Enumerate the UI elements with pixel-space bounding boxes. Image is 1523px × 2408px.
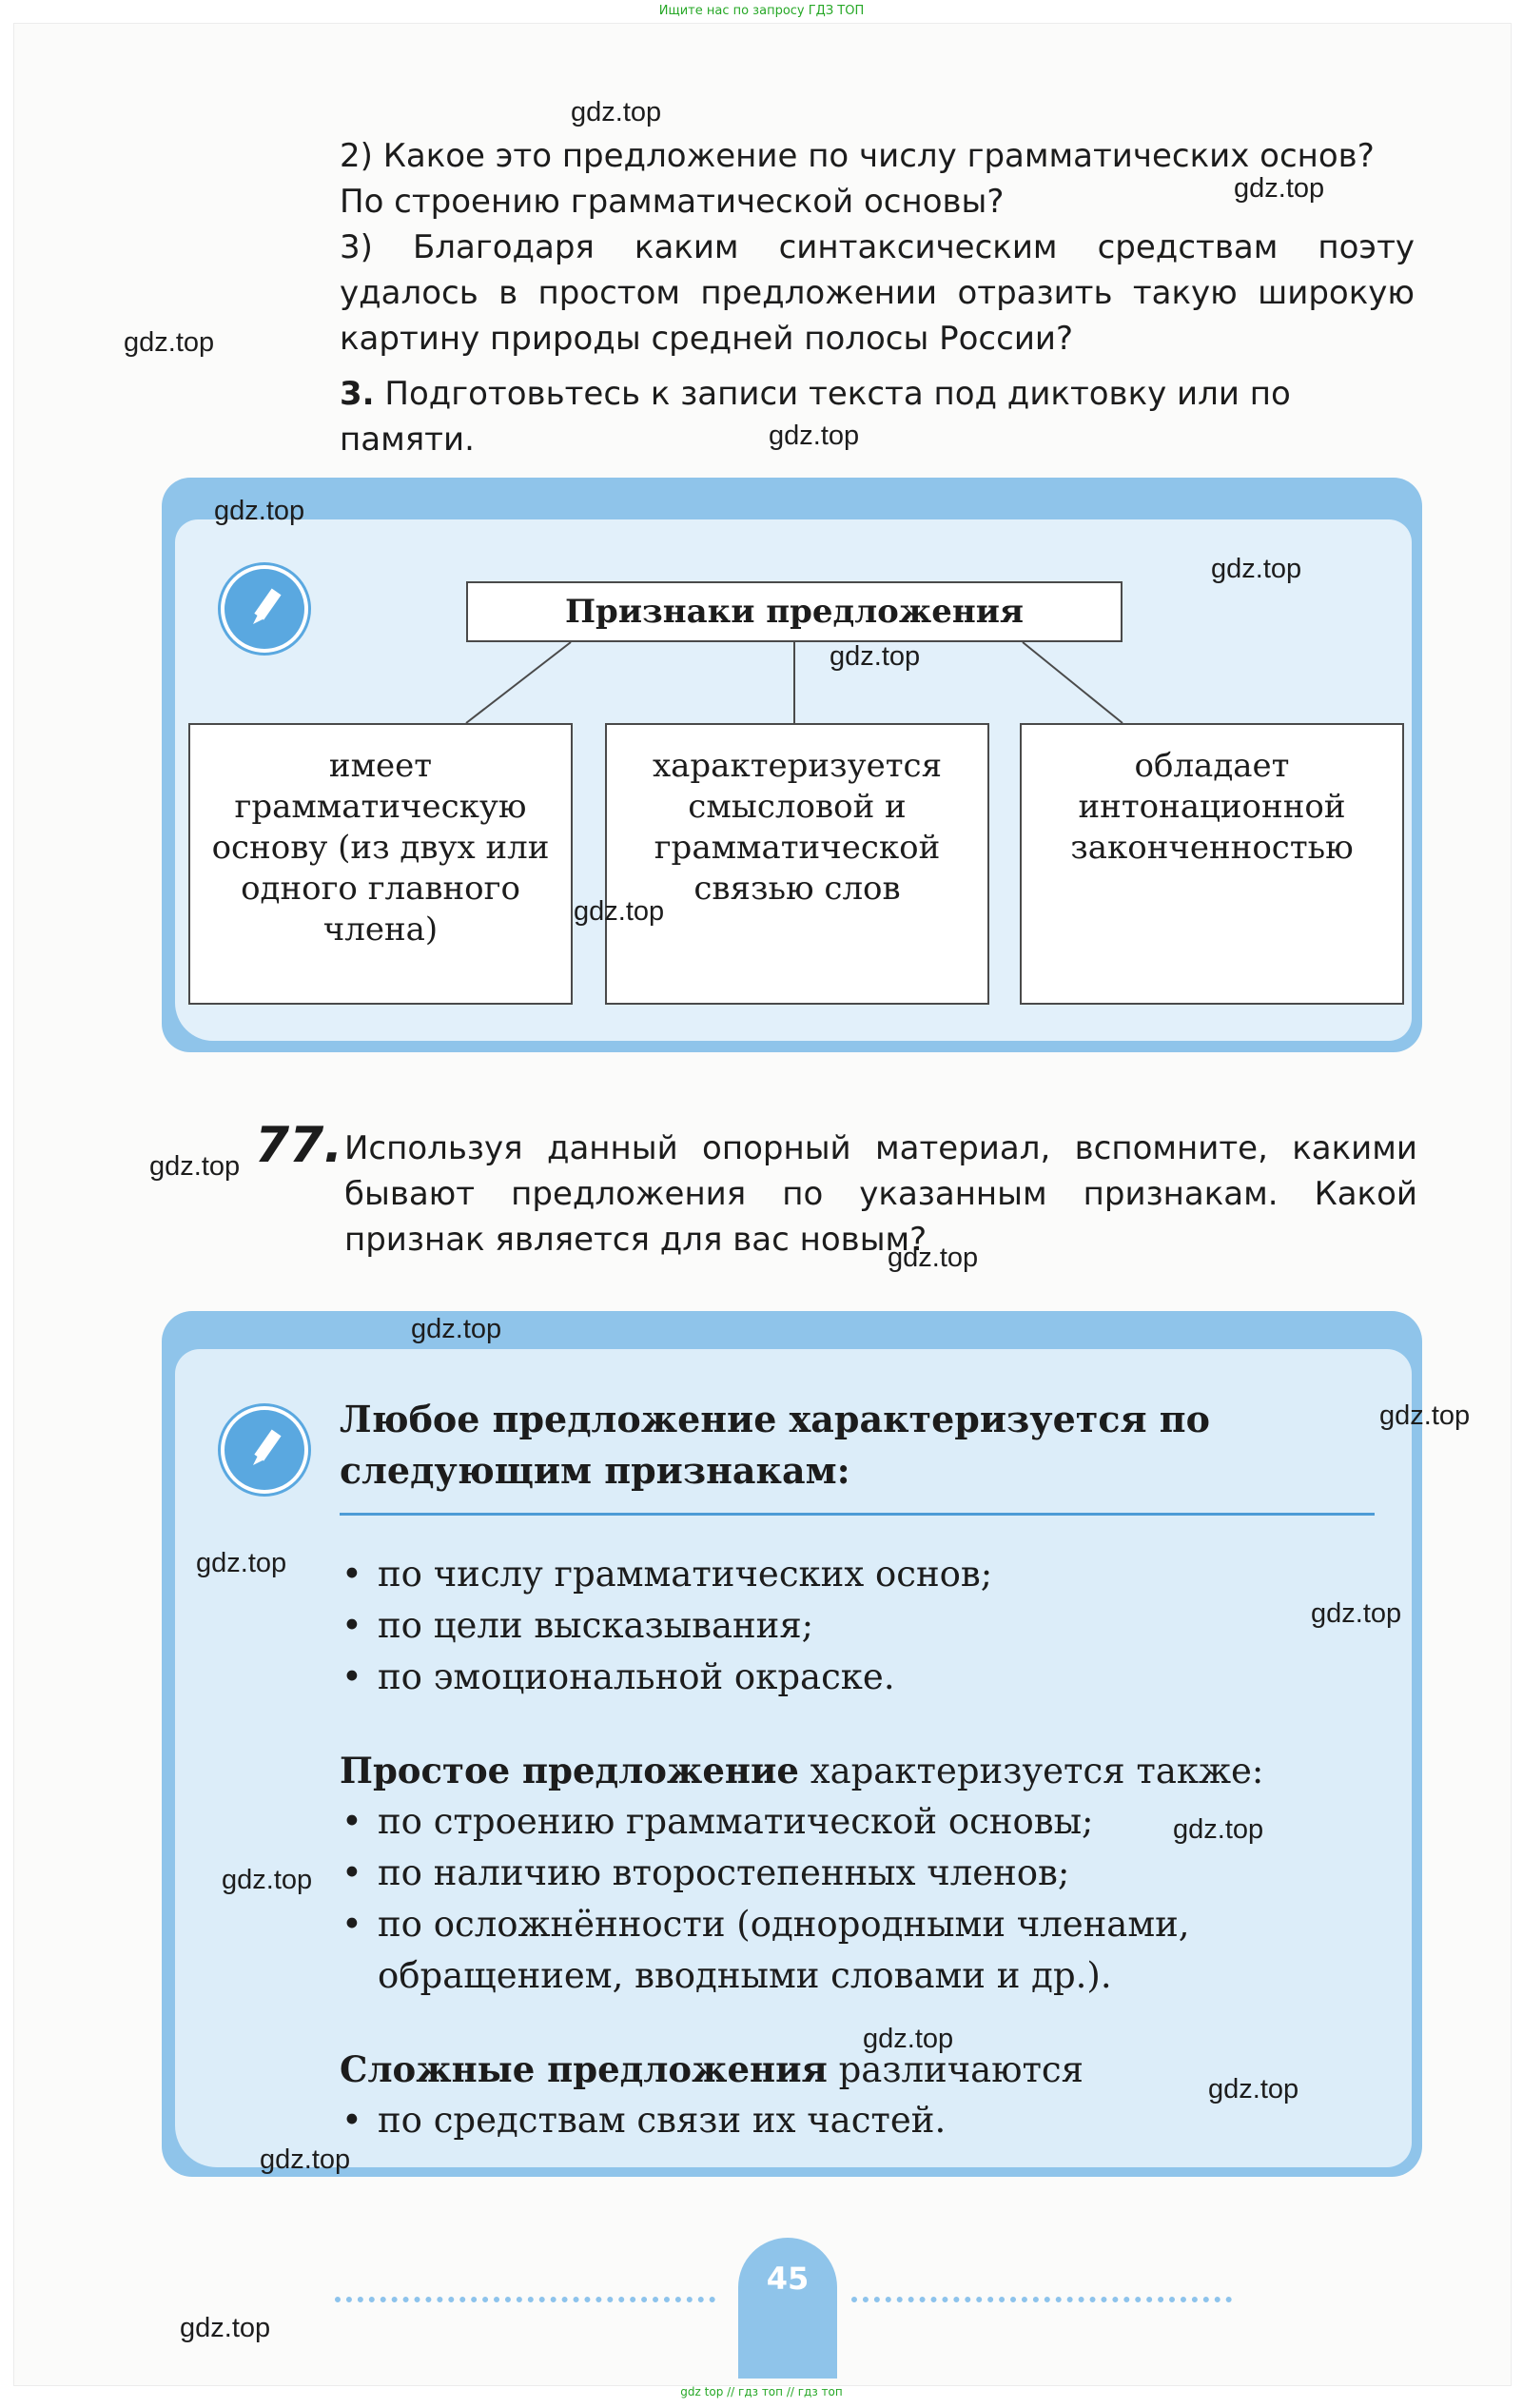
bottom-notice: gdz top // гдз топ // гдз топ	[680, 2385, 843, 2398]
watermark: gdz.top	[260, 2144, 351, 2175]
watermark: gdz.top	[222, 1865, 313, 1895]
question-2-text: Какое это предложение по числу грамматических основ? По строению грамматической основы?	[340, 137, 1375, 221]
exercise-number: 77.	[255, 1117, 343, 1174]
diagram-title: Признаки предложения	[466, 581, 1123, 642]
item-3-text: Подготовьтесь к записи текста под диктовку или по памяти.	[340, 375, 1291, 459]
footer-dots-right	[851, 2297, 1232, 2308]
list-item: • по числу грамматических основ;	[340, 1549, 1386, 1600]
pencil-icon-rules	[221, 1406, 308, 1494]
watermark: gdz.top	[830, 641, 921, 672]
list-item: • по осложнённости (однородными членами, обращением, вводными словами и др.).	[340, 1899, 1386, 2002]
watermark: gdz.top	[1211, 554, 1302, 584]
watermark: gdz.top	[1173, 1814, 1264, 1845]
simple-sentence-heading	[340, 1745, 1263, 1797]
list-item: • по наличию второстепенных членов;	[340, 1848, 1386, 1899]
footer-dots-left	[335, 2297, 715, 2308]
general-features-list	[340, 1549, 1386, 1703]
watermark: gdz.top	[888, 1243, 979, 1273]
watermark: gdz.top	[863, 2024, 954, 2054]
list-item: • по средствам связи их частей.	[340, 2095, 1386, 2146]
exercise-text: Используя данный опорный материал, вспомните, какими бывают предложения по указанным признакам. Какой признак является для вас новым?	[344, 1129, 1417, 1259]
item-3-number: 3.	[340, 375, 375, 413]
watermark: gdz.top	[1311, 1598, 1402, 1629]
feature-box-connection: характеризуется смысловой и грамматической связью слов	[605, 723, 989, 1005]
watermark: gdz.top	[571, 97, 662, 127]
watermark: gdz.top	[180, 2313, 271, 2343]
question-2-number: 2)	[340, 137, 373, 175]
rules-divider	[340, 1513, 1375, 1516]
feature-box-intonation: обладает интонационной законченностью	[1020, 723, 1404, 1005]
watermark: gdz.top	[1234, 173, 1325, 204]
list-item: • по цели высказывания;	[340, 1600, 1386, 1652]
complex-sentence-heading	[340, 2044, 1084, 2096]
question-3-number: 3)	[340, 228, 373, 266]
feature-box-basis: имеет грамматическую основу (из двух или одного главного члена)	[188, 723, 573, 1005]
list-item: • по эмоциональной окраске.	[340, 1652, 1386, 1703]
watermark: gdz.top	[1208, 2074, 1299, 2105]
page-number: 45	[738, 2238, 837, 2379]
list-item: • по строению грамматической основы;	[340, 1796, 1386, 1848]
question-3-text: Благодаря каким синтаксическим средствам поэту удалось в простом предложении отразить такую широкую картину природы средней полосы России?	[340, 228, 1415, 358]
watermark: gdz.top	[149, 1151, 241, 1182]
watermark: gdz.top	[411, 1314, 502, 1344]
watermark: gdz.top	[124, 327, 215, 358]
watermark: gdz.top	[769, 421, 860, 451]
watermark: gdz.top	[574, 896, 665, 927]
top-notice: Ищите нас по запросу ГДЗ ТОП	[658, 4, 865, 18]
complex-heading-rest: различаются	[827, 2049, 1084, 2090]
watermark: gdz.top	[214, 496, 305, 526]
watermark: gdz.top	[1379, 1400, 1471, 1431]
simple-heading-rest: характеризуется также:	[798, 1751, 1264, 1791]
simple-heading-bold: Простое предложение	[340, 1750, 799, 1791]
rules-heading: Любое предложение характеризуется по следующим признакам:	[340, 1398, 1210, 1492]
watermark: gdz.top	[196, 1548, 287, 1578]
complex-heading-bold: Сложные предложения	[340, 2048, 828, 2090]
